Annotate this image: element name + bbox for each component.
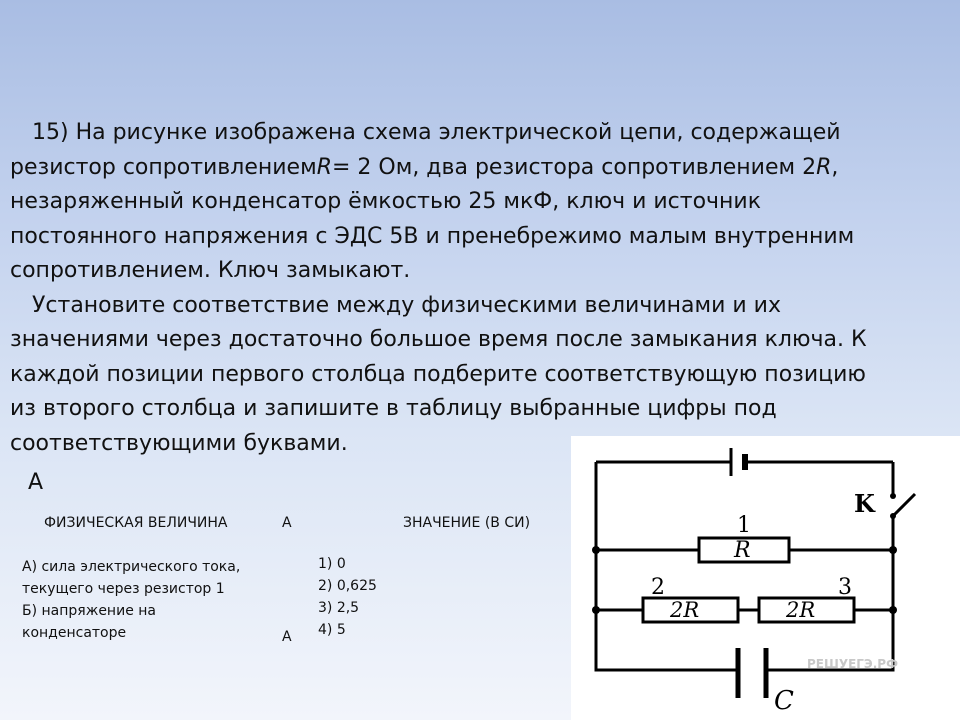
junction-dot — [889, 546, 897, 554]
resistor-3-number: 3 — [838, 575, 852, 600]
paragraph-1 — [10, 116, 940, 289]
resistor-2-label: 2R — [670, 598, 700, 622]
resistor-2-number: 2 — [651, 575, 665, 600]
watermark: РЕШУЕГЭ.РФ — [807, 657, 898, 671]
p1-line-2a: резистор сопротивлением — [10, 154, 317, 180]
stray-letter-2: A — [282, 629, 292, 645]
stray-letter: A — [28, 470, 44, 495]
circuit-diagram — [571, 436, 960, 720]
quantity-item: Б) напряжение на — [22, 603, 156, 619]
value-item: 4) 5 — [318, 622, 346, 638]
quantity-item: А) сила электрического тока, — [22, 559, 241, 575]
p2-line-5: соответствующими буквами. — [10, 430, 348, 456]
key-contact — [890, 493, 896, 499]
p1-line-2b: = 2 Ом, два резистора сопротивлением 2 — [331, 154, 817, 180]
key-switch — [893, 494, 915, 516]
p1-line-3: незаряженный конденсатор ёмкостью 25 мкФ, ключ и источник — [10, 189, 762, 214]
resistor-3-label: 2R — [786, 598, 816, 622]
value-item: 1) 0 — [318, 556, 346, 572]
problem-text — [10, 116, 940, 461]
p1-line-2-r: R — [316, 154, 332, 180]
p1-line-4a: постоянного напряжения с ЭДС 5 — [10, 223, 404, 249]
quantity-item: конденсаторе — [22, 625, 127, 641]
left-wire — [596, 462, 738, 670]
junction-dot — [889, 606, 897, 614]
p1-line-4b: В и пренебрежимо малым внутренним — [403, 223, 855, 249]
p2-line-2: значениями через достаточно большое время после замыкания ключа. К — [10, 327, 867, 352]
junction-dot — [592, 606, 600, 614]
junction-dot — [592, 546, 600, 554]
value-item: 2) 0,625 — [318, 578, 377, 594]
key-label: K — [854, 489, 875, 518]
p1-line-5: сопротивлением. Ключ замыкают. — [10, 258, 411, 283]
quantity-item: текущего через резистор 1 — [22, 581, 225, 597]
p1-line-2-r2: R — [816, 154, 832, 180]
circuit-svg — [571, 436, 960, 720]
p1-line-2c: , — [831, 154, 839, 180]
value-list — [318, 553, 377, 641]
p2-line-4: из второго столбца и запишите в таблицу выбранные цифры под — [10, 396, 777, 421]
table-header-value: ЗНАЧЕНИЕ (В СИ) — [403, 515, 531, 531]
table-header-quantity: ФИЗИЧЕСКАЯ ВЕЛИЧИНА — [44, 515, 228, 531]
key-contact — [890, 513, 896, 519]
capacitor-label: C — [774, 686, 794, 716]
resistor-1-label: R — [734, 538, 751, 563]
p2-line-3: каждой позиции первого столбца подберите соответствующую позицию — [10, 361, 866, 387]
p1-line-1: 15) На рисунке изображена схема электрической цепи, содержащей — [32, 120, 841, 145]
p2-line-1: Установите соответствие между физическими величинами и их — [32, 292, 781, 318]
table-header-letter: A — [282, 515, 292, 531]
resistor-1-number: 1 — [737, 513, 751, 538]
quantity-list — [22, 556, 292, 644]
value-item: 3) 2,5 — [318, 600, 360, 616]
